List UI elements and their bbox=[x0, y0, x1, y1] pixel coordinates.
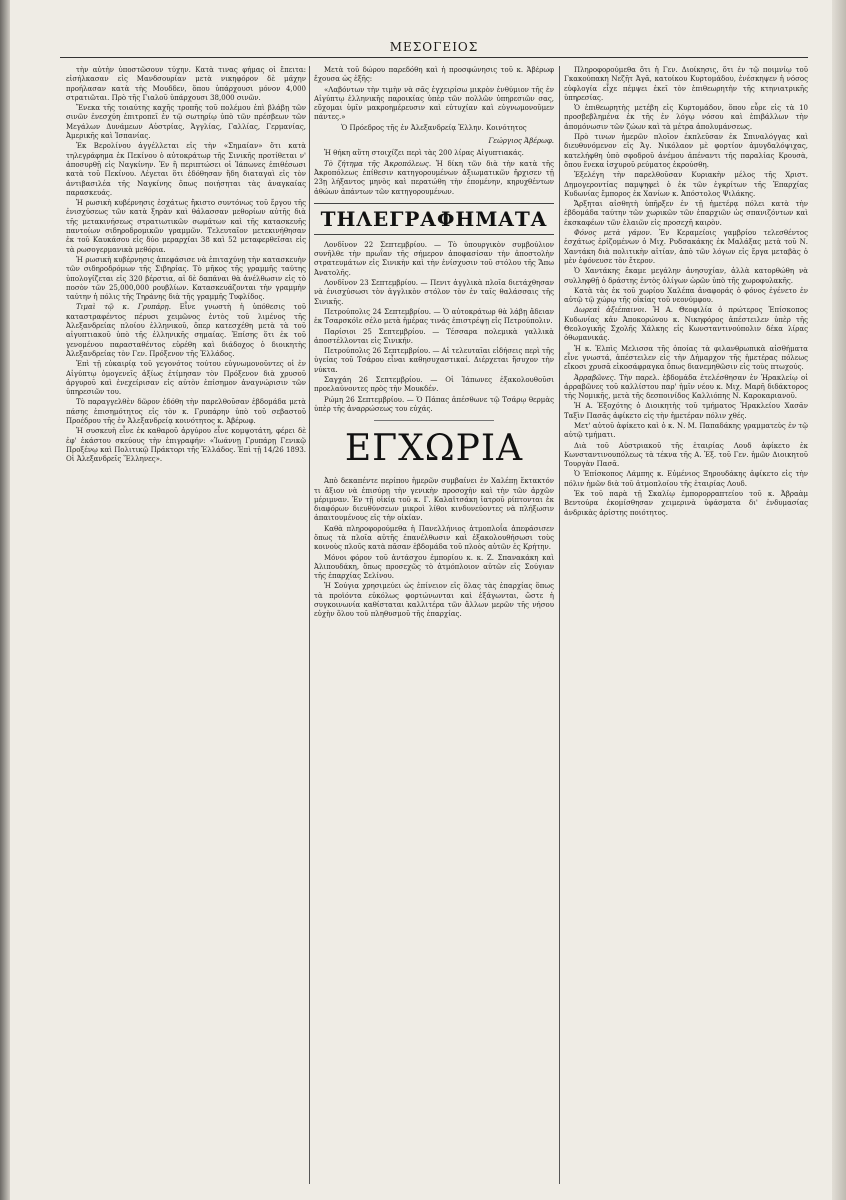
article-paragraph: τὴν αὐτὴν ὑποστῶσουν τύχην. Κατὰ τινας φήμας οἱ ἔπειτα: εἰσήλκασαν εἰς Μανδσουρίαν μετὰ νικηφόρον δὲ μάχην προήλασαν κατὰ τὴς Μουδδεν, ὅπου ὑπάρχουσι μόνον 4,000 στρατιῶται. Πρὸ τῆς Γιαλοῦ ὑπάρχουσι 38,000 σινῶν. bbox=[66, 66, 306, 102]
article-paragraph: Ἡ κ. Ἐλπὶς Μελισσα τῆς ὁποίας τὰ φιλανθρωπικὰ αἰσθήματα εἶνε γνωστά, ἀπέστειλεν εἰς τὴν Δήμαρχον τῆς ἡμετέρας πόλεως εἴκοσι χρυσᾶ εἰκοσάφραγκα ὅπως διανεμηθῶσιν εἰς τοὺς πτωχούς. bbox=[564, 344, 808, 372]
binding-edge bbox=[0, 0, 10, 1200]
item-heading: Τὸ ζήτημα τῆς Ἀκροπόλεως. bbox=[324, 159, 432, 168]
telegrams-heading: ΤΗΛΕΓΡΑΦΗΜΑΤΑ bbox=[314, 203, 554, 235]
article-paragraph: Πληροφορούμεθα ὅτι ἡ Γεν. Διοίκησις, ὅτι ἐν τῷ ποιμνίῳ τοῦ Γκακούπακη Νεζῆτ Ἀγᾶ, κατοίκου Κυρτομάδου, ἐνέσκηψεν ἡ νόσος εὐφλογία εἶχε πέμψει ἐκεῖ τὸν ἐπιθεωρητὴν τῆς κτηνιατρικῆς ὑπηρεσίας. bbox=[564, 66, 808, 102]
column-middle bbox=[314, 66, 554, 1186]
telegram-item: Λονδῖνον 22 Σεπτεμβρίου. — Τὸ ὑπουργικὸν συμβούλιον συνῆλθε τὴν πρωΐαν τῆς σήμερον ἀποφασίσαν τὴν ἀποστολὴν στρατευμάτων εἰς Σινικὴν καὶ τὴν ἐνίσχυσιν τοῦ στόλου τῆς Ἄπω Ἀνατολῆς. bbox=[314, 240, 554, 277]
item-heading: Τιμαὶ τῷ κ. Γρυπάρῃ. bbox=[76, 303, 171, 312]
telegram-item: Λονδῖνον 23 Σεπτεμβρίου. — Πενιτ ἀγγλικὰ πλοῖα διετάχθησαν νὰ ἐνισχύσωσι τὸν ἀγγλικὸν στόλον τὸν ἐν ταῖς θαλάσσαις τῆς Σινικῆς. bbox=[314, 279, 554, 306]
item-heading: Δωρεαὶ ἀξιέπαινοι. bbox=[574, 306, 647, 315]
article-paragraph: Ἡ ρωσικὴ κυβέρνησις ἐσχάτως ἤκιστο συντόνως τοῦ ἔργου τῆς ἐνισχύσεως τῶν κατὰ ξηρὰν καὶ θάλασσαν μεθορίων αὐτῆς διὰ τῆς μετακινήσεως στρατιωτικῶν σωμάτων καὶ τῆς κατασκευῆς παντοίων σιδηροδρομικῶν γραμμῶν. Τελευταῖον μετεκινήθησαν ἐκ τοῦ Καυκάσου εἰς δύο μεραρχίαι 38 καὶ 52 μεταφερθεῖσαι εἰς τὰ ρωσογερμανικὰ μεθόρια. bbox=[66, 199, 306, 254]
article-paragraph: Μετ' αὐτοῦ ἀφίκετο καὶ ὁ κ. Ν. Μ. Παπαδάκης γραμματεὺς ἐν τῷ αὐτῷ τμήματι. bbox=[564, 421, 808, 440]
item-text: Εἶνε γνωστὴ ἡ ὑπόθεσις τοῦ καταστραφέντος πέρυσι χειμῶνος ἐντὸς τοῦ λιμένος τῆς Ἀλεξανδρείας πλοίου ἑλληνικοῦ, ὅπερ κατεσχέθη μετὰ τὰ τοῦ αἰγυπτιακοῦ ὑπὸ τῆς ἐλληνικῆς σημαίας. Ἐπίσης ὅτι ἐκ τοῦ γενομένου παρασταθέντος εὑρέθη καὶ διάδοχος ὁ διοικητὴς Ἀλεξανδρείας τὸν Γεν. Πρόξενον τῆς Ἑλλάδος. bbox=[66, 303, 306, 358]
article-paragraph bbox=[564, 306, 808, 343]
article-paragraph bbox=[314, 160, 554, 197]
newspaper-title: ΜΕΣΟΓΕΙΟΣ bbox=[389, 40, 479, 54]
section-rule bbox=[374, 420, 494, 421]
column-left bbox=[66, 66, 306, 1186]
article-paragraph: Ἡ Α. Ἐξοχότης ὁ Διοικητὴς τοῦ τμήματος Ἡρακλείου Χασᾶν Ταξὶν Πασᾶς ἀφίκετο εἰς τὴν ἡμετέραν πόλιν χθές. bbox=[564, 402, 808, 420]
item-text: Τὴν παρελ. ἑβδομάδα ἐτελέσθησαν ἐν Ἡρακλείῳ οἱ ἀρραβῶνες τοῦ καλλίστου παρ' ἡμῖν νέου κ. Μιχ. Μαρῆ διδάκτορος τῆς Νομικῆς, μετὰ τῆς δεσποινίδος Καλλιόπης Ν. Καροκαριανοῦ. bbox=[564, 373, 808, 401]
telegram-item: Ρώμη 26 Σεπτεμβρίου. — Ὁ Πάπας ἀπέσθωνε τῷ Τσάρῳ θερμὰς ὑπὲρ τῆς ἀναρρώσεως του εὐχάς. bbox=[314, 395, 554, 413]
article-paragraph bbox=[564, 374, 808, 402]
article-paragraph: Ἀπὸ δεκαπέντε περίπου ἡμερῶν συμβαίνει ἐν Χαλέπῃ ἔκτακτόν τι ἄξιον νὰ ἐπισύρῃ τὴν γενικὴν προσοχὴν καὶ τὴν τῶν ἀρχῶν μέριμναν. Ἐν τῇ οἰκίᾳ τοῦ κ. Γ. Καλαϊτσάκη ἰατροῦ ρίπτονται ἐκ διαφόρων διευθύνσεων μικροὶ λίθοι κινδυνεύοντες νὰ πλήξωσιν ἀπαιτουμένους εἰς τὴν οἰκίαν. bbox=[314, 477, 554, 523]
masthead bbox=[60, 36, 808, 58]
article-paragraph: «Λαβόντων τὴν τιμὴν νὰ σᾶς ἐγχειρίσω μικρὸν ἐνθύμιον τῆς ἐν Αἰγύπτῳ ἑλληνικῆς παροικίας ὑπὲρ τῶν πολλῶν ὑπηρεσιῶν σας, εὔχομαι ὑμῖν μακροημέρευσιν καὶ εὐτυχίαν καὶ εὐγνωμονοῦμεν πάντες.» bbox=[314, 85, 554, 122]
telegram-item: Παρίσιοι 25 Σεπτεμβρίου. — Τέσσαρα πολεμικὰ γαλλικὰ ἀποστέλλονται εἰς Σινικήν. bbox=[314, 327, 554, 345]
telegram-item: Πετρούπολις 24 Σεπτεμβρίου. — Ὁ αὐτοκράτωρ θὰ λάβῃ ἄδειαν ἐκ Τσαρσκόϊε σέλο μετὰ ἡμέρας τινάς ἐπιστρέψῃ εἰς Πετρούπολιν. bbox=[314, 307, 554, 326]
item-text: Ἡ δίκη τῶν διὰ τὴν κατὰ τῆς Ἀκροπόλεως ἐπίθεσιν κατηγορουμένων ἀξιωματικῶν ἤρχισεν τῇ 23ῃ λήξαντος μηνὸς καὶ περατώθη τὴν ἐπομένην, κηρυχθέντων ἀθώων ἁπάντων τῶν κατηγορουμένων. bbox=[314, 159, 554, 196]
article-paragraph: Πρὸ τινων ἡμερῶν πλοῖον ἐκπλεῦσαν ἐκ Σπιναλόγγας καὶ διευθυνόμενον εἰς Ἁγ. Νικόλαον μὲ φορτίον ἀμυγδαλόψιχας, κατελήφθη ὑπὸ σφοδροῦ ἀνέμου ἀπέναντι τῆς παραλίας Κρουσὰ, ὅπου ἔνεκα ἰσχυροῦ ρεύματος ἐκρούσθη. bbox=[564, 133, 808, 169]
article-paragraph: Ὁ Ἐπίσκοπος Λάμπης κ. Εὐμένιος Ξηρουδάκης ἀφίκετο εἰς τὴν πόλιν ἡμῶν διὰ τοῦ ἀτμοπλοίου τῆς ἑταιρίας Λουδ. bbox=[564, 470, 808, 488]
article-paragraph: Μετὰ τοῦ δώρου παρεδόθη καὶ ἡ προσφώνησις τοῦ κ. Ἀβέρωφ ἔχουσα ὡς ἑξῆς: bbox=[314, 66, 554, 84]
column-divider bbox=[309, 66, 310, 1184]
article-paragraph: Κατὰ τὰς ἐκ τοῦ χωρίου Χαλέπα ἀναφοράς ὁ φόνος ἐγένετο ἐν αὐτῷ τῷ χώρῳ τῆς οἰκίας τοῦ νεονύμφου. bbox=[564, 286, 808, 305]
article-paragraph: Διὰ τοῦ Αὐστριακοῦ τῆς ἑταιρίας Λουδ ἀφίκετο ἐκ Κωνσταντινουπόλεως τὰ τέκνα τῆς Α. Ἐξ. τοῦ Γεν. ἡμῶν Διοικητοῦ Τουργὰν Πασᾶ. bbox=[564, 441, 808, 469]
item-heading: Ἀρραβῶνες. bbox=[574, 373, 616, 382]
article-paragraph bbox=[564, 229, 808, 266]
article-paragraph: Καθὰ πληροφορούμεθα ἡ Πανελλήνιος ἀτμοπλοΐα ἀπεφάσισεν ὅπως τὰ πλοῖα αὐτῆς ἐπανέλθωσιν καὶ ἐξακολουθήσωσι τοὺς κοινοὺς πλοῦς κατὰ πᾶσαν ἑβδομάδα τοῦ πλοὸς αὐτῶν ἐς Κρήτην. bbox=[314, 524, 554, 552]
signature-name: Γεώργιος Ἀβέρωφ. bbox=[488, 137, 554, 146]
item-text: Ἐν Κεραμείοις γαμβρίου τελεσθέντος ἐσχάτως ἐρίζομένων ὁ Μιχ. Ρυδσακάκης ἐκ Μαλάξας μετὰ τοῦ Ν. Χαντάκη διὰ πολιτικὴν αἰτίαν, ἀπὸ τῶν λόγων εἰς ἔργα μεταβὰς ὁ μὲν ἐφόνευσε τὸν ἕτερον. bbox=[564, 229, 808, 265]
article-paragraph: Ἡ ρωσικὴ κυβέρνησις ἀπεφάσισε νὰ ἐπιταχύνῃ τὴν κατασκευὴν τῶν σιδηροδρόμων τῆς Σιβηρίας. Τὸ μῆκος τῆς γραμμῆς ταύτης ὑπολογίζεται εἰς 320 βέρστια, αἱ δὲ δαπάναι θὰ ἀνέλθωσιν εἰς τὸ ποσὸν τῶν 25,000,000 ρουβλίων. Κατασκευάζονται τὴν γραμμὴν ταύτην ἡ πόλις τῆς Τηράνης διὰ τῆς γραμμῆς Τυφλίδος. bbox=[66, 255, 306, 302]
article-paragraph: Ἄρξηται αἰσθητὴ ὑπῆρξεν ἐν τῇ ἡμετέρᾳ πόλει κατὰ τὴν ἑβδομάδα ταύτην τῶν χωρικῶν τῶν ἐπαρχιῶν ὡς σπανιζόντων καὶ ἐκσκαφέων τῶν ἐλαιῶν εἰς προσεχῆ καιρὸν. bbox=[564, 200, 808, 227]
article-paragraph: Ἡ θήκη αὕτη στοιχίζει περὶ τὰς 200 λίρας Αἰγυπτιακάς. bbox=[324, 149, 524, 158]
item-heading: Φόνος μετὰ γάμον. bbox=[574, 229, 652, 238]
article-paragraph: Ὁ ἐπιθεωρητὴς μετέβη εἰς Κυρτομάδον, ὅπου εὗρε εἰς τὰ 10 προσβεβλημένα ἐκ τῆς ἐν λόγῳ νόσου καὶ ἐπιβάλλων τὴν ἀπομόνωσιν τῶν ζώων καὶ τὰ μέτρα ἀπολυμάνσεως. bbox=[564, 104, 808, 131]
article-paragraph: Ἡ Σούγια χρησιμεύει ὡς ἐπίνειον εἰς ὅλας τὰς ἐπαρχίας ὅπως τὰ προϊόντα εὐκόλως φορτώνωνται καὶ ἐξάγωνται, ὥστε ἡ συγκοινωνία καθίσταται καλλιτέρα τῶν ἄλλων μερῶν τῆς νήσου εὐχὴν ὅλου τοῦ πληθυσμοῦ τῆς ἐπαρχίας. bbox=[314, 582, 554, 619]
article-paragraph: Τὸ παραγγελθὲν δῶρον ἐδόθη τὴν παρελθοῦσαν ἑβδομάδα μετὰ πάσης ἐπισημότητος εἰς τὸν κ. Γρυπάρην ὑπὸ τοῦ σεβαστοῦ Προέδρου τῆς ἐν Ἀλεξανδρείᾳ κοινότητος κ. Ἀβέρωφ. bbox=[66, 398, 306, 425]
column-divider bbox=[559, 66, 560, 1184]
article-paragraph: Ἐκ τοῦ παρὰ τῇ Σκαλίῳ ἐμπορορραπτείου τοῦ κ. Ἀβραὰμ Βεντούρα ἐκομίσθησαν χειμερινὰ ὑφάσματα δι' ἐνδυμασίας ἀνδρικὰς ἀρίστης ποιότητος. bbox=[564, 490, 808, 517]
signature-line: Ὁ Πρόεδρος τῆς ἐν Ἀλεξανδρείᾳ Ἑλλην. Κοινότητος bbox=[341, 123, 527, 132]
article-paragraph bbox=[66, 303, 306, 359]
page-edge bbox=[832, 0, 846, 1200]
local-news-heading: ΕΓΧΩΡΙΑ bbox=[344, 428, 524, 470]
item-text: Ἡ Α. Θεοφιλία ὁ πρώτερος Ἐπίσκοπος Κυδωνίας κἀν Ἀποκορώνου κ. Νικηφόρος ἀπέστειλεν ὑπὲρ τῆς Θεολογικῆς Σχολῆς Χάλκης εἰς Κωνσταντινούπολιν δέκα λίρας ὀθωμανικάς. bbox=[564, 306, 808, 343]
article-paragraph: Ἐξελέγη τὴν παρελθοῦσαν Κυριακὴν μέλος τῆς Χριστ. Δημογεροντίας παμψηφεὶ ὁ ἐκ τῶν ἐγκρίτων τῆς Ἐπαρχίας Κυδωνίας ἔμπορος ἐκ Χανίων κ. Ἀπόστολος Ψιλάκης. bbox=[564, 171, 808, 198]
article-paragraph: Ἐπὶ τῇ εὐκαιρίᾳ τοῦ γεγονότος τούτου εὐγνωμονοῦντες οἱ ἐν Αἰγύπτῳ ὁμογενεῖς ἀξίως ἐτίμησαν τὸν Πρόξενον διὰ χρυσοῦ ἀργυροῦ καὶ ἐνεχείρισαν εἰς αὐτὸν ἐπίσημον ἀναγνώρισιν τῶν ὑπηρεσιῶν του. bbox=[66, 360, 306, 397]
article-paragraph: Ἔνεκα τῆς τοιαύτης καχῆς τροπῆς τοῦ πολέμου ἐπὶ βλάβῃ τῶν σινῶν ἐνεσχύη ἐπιτροπεῖ ἐν τῷ σωτηρίῳ ὑπὸ τῶν πρέσβεων τῶν Μεγάλων Δυνάμεων Αὐστρίας, Ἀγγλίας, Γαλλίας, Γερμανίας, Ἀμερικῆς καὶ Ἰσπανίας. bbox=[66, 104, 306, 141]
article-paragraph: Ὁ Χαντάκης ἔκαμε μεγάλην ἀνησυχίαν, ἀλλὰ κατορθώθη νὰ συλληφθῇ ὁ δράστης ἐντὸς ὀλίγων ὡρῶν ὑπὸ τῆς χωροφυλακῆς. bbox=[564, 267, 808, 285]
telegram-item: Πετρούπολις 26 Σεπτεμβρίου. — Αἱ τελευταῖαι εἰδήσεις περὶ τῆς ὑγείας τοῦ Τσάρου εἶναι καθησυχαστικαί. Διέρχεται ἥσυχον τὴν νύκτα. bbox=[314, 347, 554, 374]
header-rule bbox=[60, 57, 808, 58]
telegram-item: Σαγχάη 26 Σεπτεμβρίου. — Οἱ Ἰάπωνες ἐξακολουθοῦσι προελαύνοντες πρὸς τὴν Μουκδέν. bbox=[314, 376, 554, 394]
article-paragraph: Μόνοι φόρον τοῦ ἀντάσχου ἐμπορίου κ. κ. Ζ. Σπανακάκη καὶ Ἀλιπουδάκη, ὅπως προσεχῶς τὸ ἀτμόπλοιον αὐτῶν εἰς Σούγιαν τῆς ἐπαρχίας Σελίνου. bbox=[314, 553, 554, 581]
column-right bbox=[564, 66, 808, 1186]
article-paragraph: Ἐκ Βερολίνου ἀγγέλλεται εἰς τὴν «Σημαίαν» ὅτι κατὰ τηλεγράφημα ἐκ Πεκίνου ὁ αὐτοκράτωρ τῆς Σινικῆς προτίθεται ν' ἀποσυρθῇ εἰς Ναγκίνην. Ἐν ἢ περιπτώσει οἱ Ἰάπωνες ἐπιθέσωσι κατὰ τοῦ Πεκίνου. Λέγεται ὅτι ἐδόθησαν ἤδη διαταγαὶ εἰς τὸν ἀντιβασιλέα τῆς Ναγκίνης ὅπως ποιήσηται τὰς ἀναγκαίας παρασκευάς. bbox=[66, 142, 306, 197]
article-paragraph: Ἡ συσκευὴ εἶνε ἐκ καθαροῦ ἀργύρου εἶνε κομψοτάτη, φέρει δὲ ἐφ' ἑκάστου σκεύους τὴν ἐπιγραφήν: «Ἰωάννῃ Γρυπάρῃ Γενικῷ Προξένῳ καὶ Πολιτικῷ Πράκτορι τῆς Ἑλλάδος. Ἐπὶ τῇ 14/26 1893. Οἱ Ἀλεξανδρεῖς Ἕλληνες». bbox=[66, 427, 306, 464]
